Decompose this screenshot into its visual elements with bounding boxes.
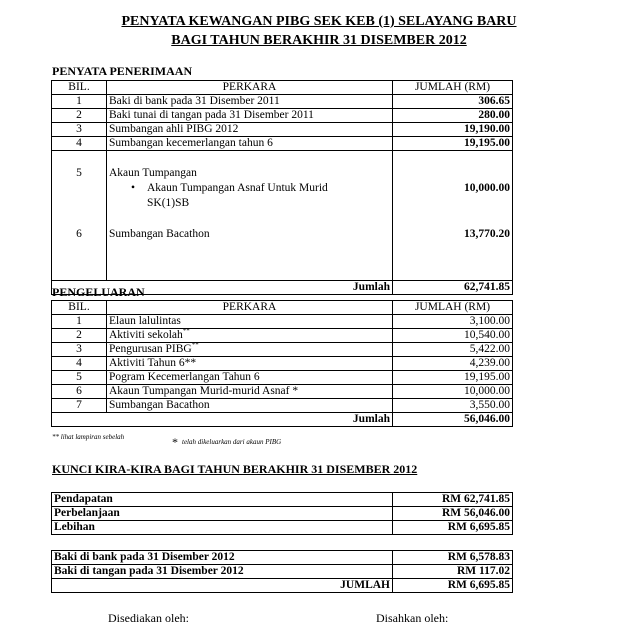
table-row bbox=[52, 95, 513, 109]
row-bil: 2 bbox=[52, 329, 107, 343]
prepared-by-label: Disediakan oleh: bbox=[108, 611, 189, 625]
row-perkara: Sumbangan Bacathon bbox=[109, 228, 210, 240]
footnote-lampiran: ** lihat lampiran sebelah bbox=[52, 433, 125, 441]
approved-by-label: Disahkan oleh: bbox=[376, 611, 449, 625]
row-bil: 6 bbox=[76, 228, 82, 240]
row-bil: 3 bbox=[52, 123, 107, 137]
row-bil: 6 bbox=[52, 385, 107, 399]
baki-total-value: RM 6,695.85 bbox=[393, 579, 513, 593]
table-row bbox=[52, 399, 513, 413]
row-bil: 4 bbox=[52, 357, 107, 371]
row-bil: 1 bbox=[52, 95, 107, 109]
row-perkara: Pogram Kecemerlangan Tahun 6 bbox=[107, 371, 393, 385]
baki-value: RM 6,578.83 bbox=[393, 551, 513, 565]
baki-row bbox=[52, 565, 513, 579]
summary-table bbox=[51, 492, 513, 535]
row-jumlah: 4,239.00 bbox=[393, 357, 513, 371]
row-perkara-stack bbox=[107, 151, 393, 281]
table-row bbox=[52, 343, 513, 357]
row-bil: 1 bbox=[52, 315, 107, 329]
penerimaan-section-title: PENYATA PENERIMAAN bbox=[52, 64, 193, 78]
row-perkara: Akaun Tumpangan bbox=[109, 167, 197, 179]
page-title-line2: BAGI TAHUN BERAKHIR 31 DISEMBER 2012 bbox=[171, 33, 467, 48]
row-perkara: Sumbangan Bacathon bbox=[107, 399, 393, 413]
total-label: Jumlah bbox=[107, 413, 393, 427]
row-bil: 7 bbox=[52, 399, 107, 413]
row-bil: 3 bbox=[52, 343, 107, 357]
baki-row bbox=[52, 551, 513, 565]
row-jumlah: 19,190.00 bbox=[393, 123, 513, 137]
col-jumlah-header: JUMLAH (RM) bbox=[393, 301, 513, 315]
row-bil: 5 bbox=[52, 371, 107, 385]
table-row bbox=[52, 357, 513, 371]
total-row bbox=[52, 413, 513, 427]
row-bil: 4 bbox=[52, 137, 107, 151]
col-bil-header: BIL. bbox=[52, 81, 107, 95]
row-perkara: Aktiviti Tahun 6** bbox=[107, 357, 393, 371]
row-jumlah: 306.65 bbox=[393, 95, 513, 109]
pengeluaran-table bbox=[51, 300, 513, 427]
table-row bbox=[52, 137, 513, 151]
row-perkara: Akaun Tumpangan Murid-murid Asnaf * bbox=[107, 385, 393, 399]
row-bil: 5 bbox=[76, 167, 82, 179]
sub-item bbox=[109, 181, 390, 196]
summary-value: RM 56,046.00 bbox=[393, 507, 513, 521]
row-jumlah: 280.00 bbox=[393, 109, 513, 123]
col-bil-header: BIL. bbox=[52, 301, 107, 315]
row-perkara: Sumbangan kecemerlangan tahun 6 bbox=[107, 137, 393, 151]
baki-label: Baki di bank pada 31 Disember 2012 bbox=[52, 551, 393, 565]
bullet-icon: • bbox=[131, 182, 136, 194]
table-row bbox=[52, 385, 513, 399]
row-perkara: Sumbangan ahli PIBG 2012 bbox=[107, 123, 393, 137]
total-value: 62,741.85 bbox=[393, 281, 513, 295]
row-perkara: Pengurusan PIBG** bbox=[107, 343, 393, 357]
sub-item-line2: SK(1)SB bbox=[147, 197, 190, 209]
footnote-akaun: telah dikeluarkan dari akaun PIBG bbox=[182, 438, 282, 446]
total-value: 56,046.00 bbox=[393, 413, 513, 427]
row-jumlah: 10,000.00 bbox=[393, 385, 513, 399]
row-jumlah-stack bbox=[393, 151, 513, 281]
row-perkara: Baki tunai di tangan pada 31 Disember 2011 bbox=[107, 109, 393, 123]
baki-table bbox=[51, 550, 513, 593]
table-row-tall bbox=[52, 151, 513, 281]
row-jumlah: 19,195.00 bbox=[393, 137, 513, 151]
penerimaan-table bbox=[51, 80, 513, 295]
table-row bbox=[52, 315, 513, 329]
baki-total-row bbox=[52, 579, 513, 593]
row-perkara: Baki di bank pada 31 Disember 2011 bbox=[107, 95, 393, 109]
summary-row bbox=[52, 507, 513, 521]
row-jumlah: 3,100.00 bbox=[393, 315, 513, 329]
baki-label: Baki di tangan pada 31 Disember 2012 bbox=[52, 565, 393, 579]
row-perkara: Elaun lalulintas bbox=[107, 315, 393, 329]
table-row bbox=[52, 123, 513, 137]
kunci-title: KUNCI KIRA-KIRA BAGI TAHUN BERAKHIR 31 DISEMBER 2012 bbox=[52, 462, 418, 476]
row-perkara: Aktiviti sekolah** bbox=[107, 329, 393, 343]
row-bil: 2 bbox=[52, 109, 107, 123]
col-perkara-header: PERKARA bbox=[107, 301, 393, 315]
row-jumlah: 10,000.00 bbox=[464, 182, 510, 194]
row-jumlah: 13,770.20 bbox=[464, 228, 510, 240]
summary-label: Perbelanjaan bbox=[52, 507, 393, 521]
col-perkara-header: PERKARA bbox=[107, 81, 393, 95]
total-label: Jumlah bbox=[107, 281, 393, 295]
col-jumlah-header: JUMLAH (RM) bbox=[393, 81, 513, 95]
row-jumlah: 3,550.00 bbox=[393, 399, 513, 413]
footnote-star: * bbox=[172, 435, 178, 449]
table-header-row bbox=[52, 301, 513, 315]
summary-value: RM 6,695.85 bbox=[393, 521, 513, 535]
summary-row bbox=[52, 493, 513, 507]
table-header-row bbox=[52, 81, 513, 95]
pengeluaran-section-title: PENGELUARAN bbox=[52, 285, 145, 299]
summary-row bbox=[52, 521, 513, 535]
row-jumlah: 10,540.00 bbox=[393, 329, 513, 343]
page-title-line1: PENYATA KEWANGAN PIBG SEK KEB (1) SELAYANG BARU bbox=[121, 14, 517, 29]
table-row bbox=[52, 371, 513, 385]
table-row bbox=[52, 329, 513, 343]
baki-value: RM 117.02 bbox=[393, 565, 513, 579]
row-jumlah: 5,422.00 bbox=[393, 343, 513, 357]
summary-value: RM 62,741.85 bbox=[393, 493, 513, 507]
table-row bbox=[52, 109, 513, 123]
summary-label: Pendapatan bbox=[52, 493, 393, 507]
row-jumlah: 19,195.00 bbox=[393, 371, 513, 385]
summary-label: Lebihan bbox=[52, 521, 393, 535]
row-bil-stack bbox=[52, 151, 107, 281]
baki-total-label: JUMLAH bbox=[52, 579, 393, 593]
sub-item-line1: Akaun Tumpangan Asnaf Untuk Murid bbox=[147, 182, 328, 194]
